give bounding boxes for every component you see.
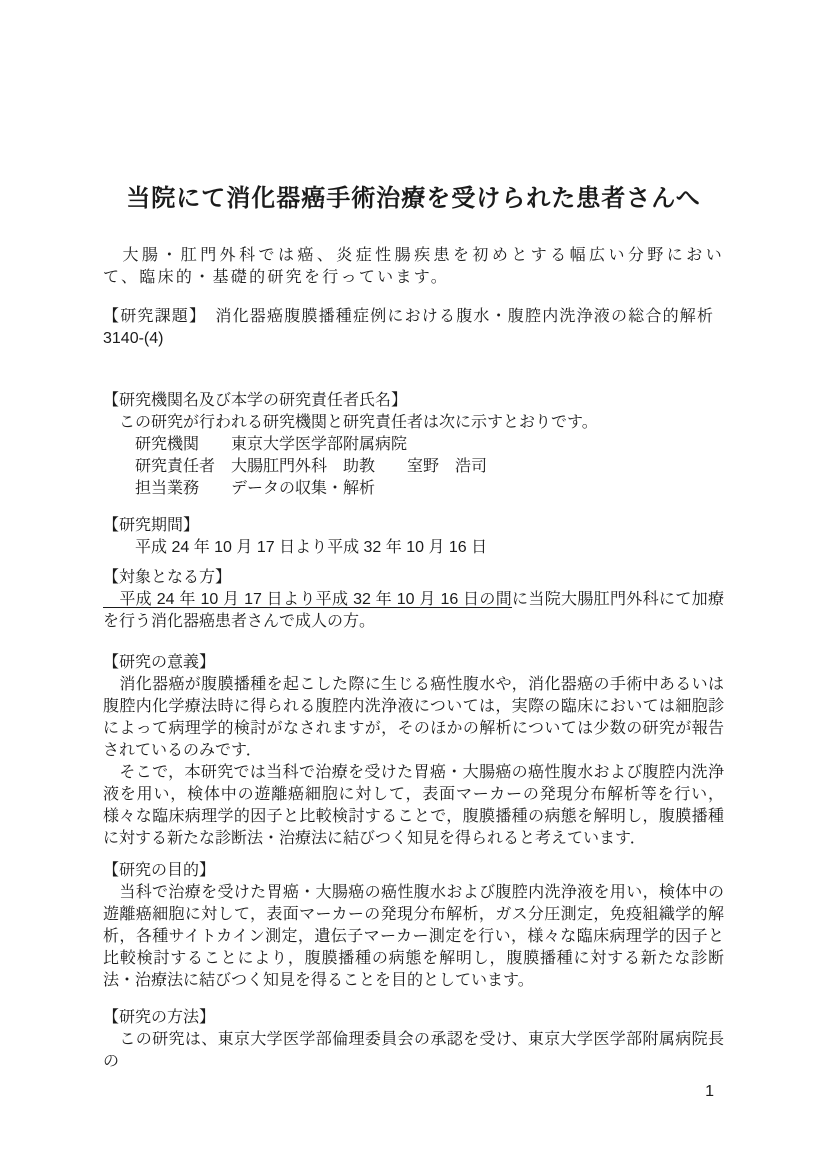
section-method [103,1007,724,1073]
significance-paragraph-1: 消化器癌が腹膜播種を起こした際に生じる癌性腹水や，消化器癌の手術中あるいは腹腔内化学療法時に得られる腹腔内洗浄液については，実際の臨床においては細胞診によって病理学的検討がなされますが，そのほかの解析については少数の研究が報告されているのみです． [103,676,724,759]
institution-intro: この研究が行われる研究機関と研究責任者は次に示すとおりです。 [103,414,598,431]
period-heading: 【研究期間】 [103,517,200,534]
subjects-rest-text: に当院大腸肛門外科にて加療を行う消化器癌患者さんで成人の方。 [103,591,724,630]
section-period [103,515,724,559]
period-value: 平成 24 年 10 月 17 日より平成 32 年 10 月 16 日 [103,539,488,556]
institution-row-responsible: 研究責任者 大腸肛門外科 助教 室野 浩司 [103,458,488,475]
subjects-heading: 【対象となる方】 [103,569,232,586]
institution-row-organization: 研究機関 東京大学医学部附属病院 [103,436,408,453]
subjects-underlined-period: 平成 24 年 10 月 17 日より平成 32 年 10 月 16 日の間 [103,591,513,608]
method-heading: 【研究の方法】 [103,1009,216,1026]
research-theme-line: 【研究課題】 消化器癌腹膜播種症例における腹水・腹腔内洗浄液の総合的解析 [103,308,715,325]
purpose-paragraph: 当科で治療を受けた胃癌・大腸癌の癌性腹水および腹腔内洗浄液を用い，検体中の遊離癌細胞に対して，表面マーカーの発現分布解析，ガス分圧測定，免疫組織学的解析，各種サイトカイン測定，遺伝子マーカー測定を行い，様々な臨床病理学的因子と比較検討することにより，腹膜播種の病態を解明し，腹膜播種に対する新たな診断法・治療法に結びつく知見を得ることを目的としています。 [103,884,724,989]
page-number: 1 [705,1083,714,1100]
significance-paragraph-2: そこで，本研究では当科で治療を受けた胃癌・大腸癌の癌性腹水および腹腔内洗浄液を用い，検体中の遊離癌細胞に対して，表面マーカーの発現分布解析等を行い，様々な臨床病理学的因子と比較検討することで，腹膜播種の病態を解明し，腹膜播種に対する新たな診断法・治療法に結びつく知見を得られると考えています． [103,764,724,847]
purpose-heading: 【研究の目的】 [103,862,216,879]
section-research-theme [103,306,724,350]
institution-heading: 【研究機関名及び本学の研究責任者氏名】 [103,392,408,409]
subjects-paragraph [103,589,724,633]
document-title: 当院にて消化器癌手術治療を受けられた患者さんへ [126,185,701,212]
research-theme-code: 3140-(4) [103,330,164,347]
section-purpose [103,860,724,992]
method-paragraph: この研究は、東京大学医学部倫理委員会の承認を受け、東京大学医学部附属病院長の [103,1031,724,1070]
intro-paragraph: 大腸・肛門外科では癌、炎症性腸疾患を初めとする幅広い分野において、臨床的・基礎的研究を行っています。 [103,247,724,286]
section-institution [103,390,724,500]
document-content [103,183,724,1073]
significance-heading: 【研究の意義】 [103,654,216,671]
institution-row-duty: 担当業務 データの収集・解析 [103,480,376,497]
section-significance [103,652,724,850]
section-subjects [103,567,724,633]
